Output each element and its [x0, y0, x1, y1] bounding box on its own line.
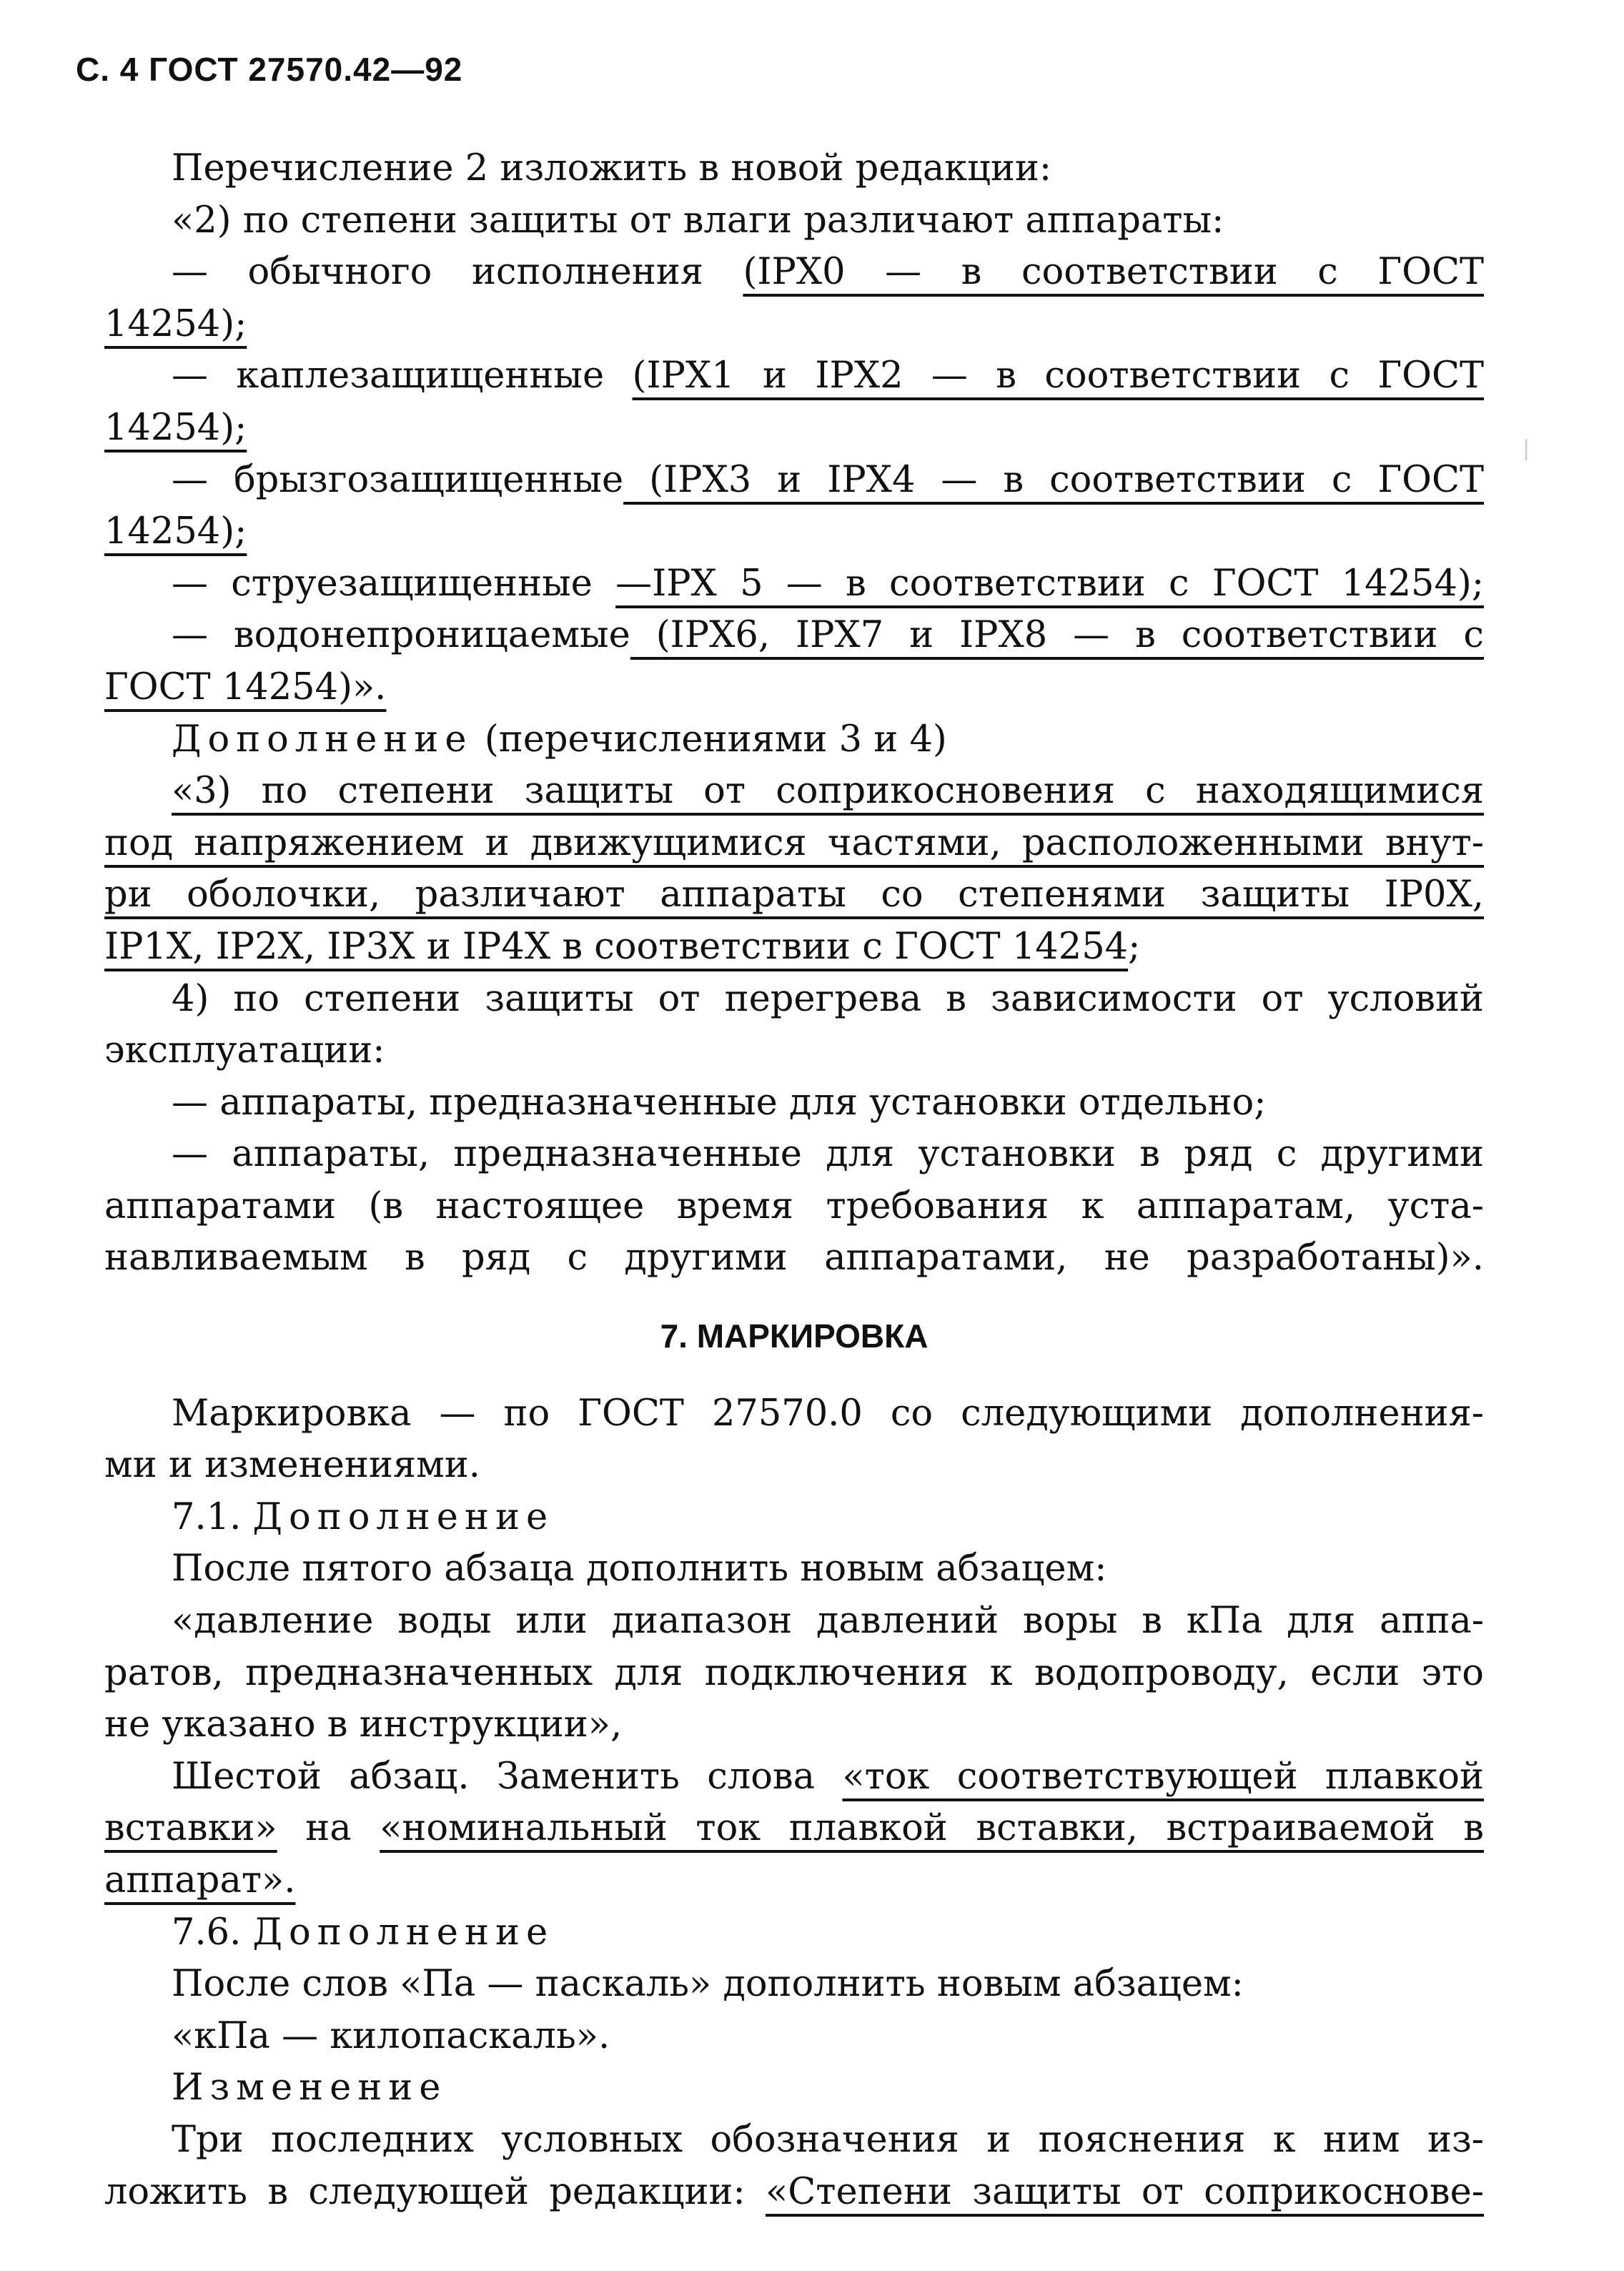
text-line: вставки» на «номинальный ток плавкой вставки, встраиваемой в [104, 1807, 1484, 1850]
text-line [104, 662, 1484, 714]
text-line: — аппараты, предназначенные для установки в ряд с другими [172, 1133, 1484, 1176]
text-line: Шестой абзац. Заменить слова «ток соответствующей плавкой [172, 1755, 1484, 1798]
text-line: 4) по степени защиты от перегрева в зависимости от условий [172, 977, 1484, 1020]
text-line: 7.1. Дополнение [172, 1495, 555, 1538]
text-line: — водонепроницаемые (IPX6, IPX7 и IPX8 — в соответствии с [172, 614, 1484, 657]
text-line: — брызгозащищенные (IPX3 и IPX4 — в соответствии с ГОСТ [172, 458, 1484, 501]
text-line: Перечисление 2 изложить в новой редакции: [172, 147, 1052, 189]
text-line: — обычного исполнения (IPX0 — в соответствии с ГОСТ [172, 251, 1484, 294]
text-line: IP1X, IP2X, IP3X и IP4X в соответствии с ГОСТ 14254; [104, 925, 1141, 968]
text-line: ложить в следующей редакции: «Степени защиты от соприкоснове- [104, 2170, 1484, 2213]
text-line: «кПа — килопаскаль». [172, 2014, 610, 2057]
text-line: «2) по степени защиты от влаги различают аппараты: [172, 199, 1224, 242]
text-line [104, 766, 1484, 818]
text-line: навливаемым в ряд с другими аппаратами, не разработаны)». [104, 1237, 1484, 1280]
text-line: — аппараты, предназначенные для установки отдельно; [172, 1081, 1267, 1124]
text-line: — каплезащищенные (IPX1 и IPX2 — в соответствии с ГОСТ [172, 355, 1484, 397]
underlined-text: IP1X, IP2X, IP3X и IP4X в соответствии с ГОСТ 14254 [104, 925, 1129, 968]
text-line [104, 506, 1484, 558]
underlined-text: 14254); [104, 406, 247, 449]
text-line: эксплуатации: [104, 1029, 385, 1072]
text-line [104, 818, 1484, 870]
text-line: ратов, предназначенных для подключения к водопроводу, если это [104, 1651, 1484, 1694]
spacer [104, 1285, 1484, 1310]
underlined-text: 14254); [104, 510, 247, 553]
text-line: ми и изменениями. [104, 1444, 480, 1487]
text-line: Три последних условных обозначения и пояснения к ним из- [172, 2118, 1484, 2161]
spaced-word: Дополнение [252, 1911, 555, 1954]
underlined-text: ГОСТ 14254)». [104, 666, 387, 708]
underlined-text: (IPX6, IPX7 и IPX8 — в соответствии с [630, 614, 1484, 657]
underlined-text: «ток соответствующей плавкой [842, 1755, 1484, 1798]
underlined-text: (IPX1 и IPX2 — в соответствии с ГОСТ [632, 355, 1484, 397]
page-mark: | [1522, 436, 1530, 461]
spaced-word: Дополнение [172, 718, 473, 761]
underlined-text: вставки» [104, 1807, 277, 1850]
spaced-word: Изменение [172, 2067, 447, 2109]
text-line: 7.6. Дополнение [172, 1911, 555, 1954]
text-line [104, 2062, 1484, 2114]
underlined-text: аппарат». [104, 1859, 296, 1901]
underlined-text: «Степени защиты от соприкоснове- [766, 2170, 1484, 2213]
text-line [104, 402, 1484, 455]
document-body [104, 143, 1484, 2218]
spacer [104, 1362, 1484, 1388]
underlined-text: ри оболочки, различают аппараты со степенями защиты IP0X, [104, 874, 1484, 916]
text-line: не указано в инструкции», [104, 1703, 623, 1746]
spaced-word: Дополнение [252, 1495, 555, 1538]
text-line: После слов «Па — паскаль» дополнить новым абзацем: [172, 1963, 1244, 2006]
underlined-text: «номинальный ток плавкой вставки, встраиваемой в [380, 1807, 1484, 1850]
section-heading: 7. МАРКИРОВКА [660, 1317, 929, 1355]
underlined-text: 14254); [104, 302, 247, 345]
text-line: аппаратами (в настоящее время требования к аппаратам, уста- [104, 1184, 1484, 1227]
underlined-text: (IPX3 и IPX4 — в соответствии с ГОСТ [623, 458, 1484, 501]
underlined-text: «3) по степени защиты от соприкосновения с находящимися [172, 770, 1484, 813]
underlined-text: под напряжением и движущимися частями, расположенными внут- [104, 821, 1484, 864]
text-line: Маркировка — по ГОСТ 27570.0 со следующими дополнения- [172, 1392, 1484, 1435]
text-line [104, 869, 1484, 921]
underlined-text: —IPX 5 — в соответствии с ГОСТ 14254); [615, 562, 1485, 605]
text-line [104, 1855, 1484, 1907]
text-line: «давление воды или диапазон давлений воры в кПа для аппа- [172, 1600, 1484, 1643]
text-line: — струезащищенные —IPX 5 — в соответствии с ГОСТ 14254); [172, 562, 1485, 605]
underlined-text: (IPX0 — в соответствии с ГОСТ [743, 251, 1484, 294]
text-line [104, 299, 1484, 351]
page-header: С. 4 ГОСТ 27570.42—92 [76, 51, 463, 88]
text-line: Дополнение (перечислениями 3 и 4) [172, 718, 947, 761]
text-line: После пятого абзаца дополнить новым абзацем: [172, 1548, 1107, 1590]
